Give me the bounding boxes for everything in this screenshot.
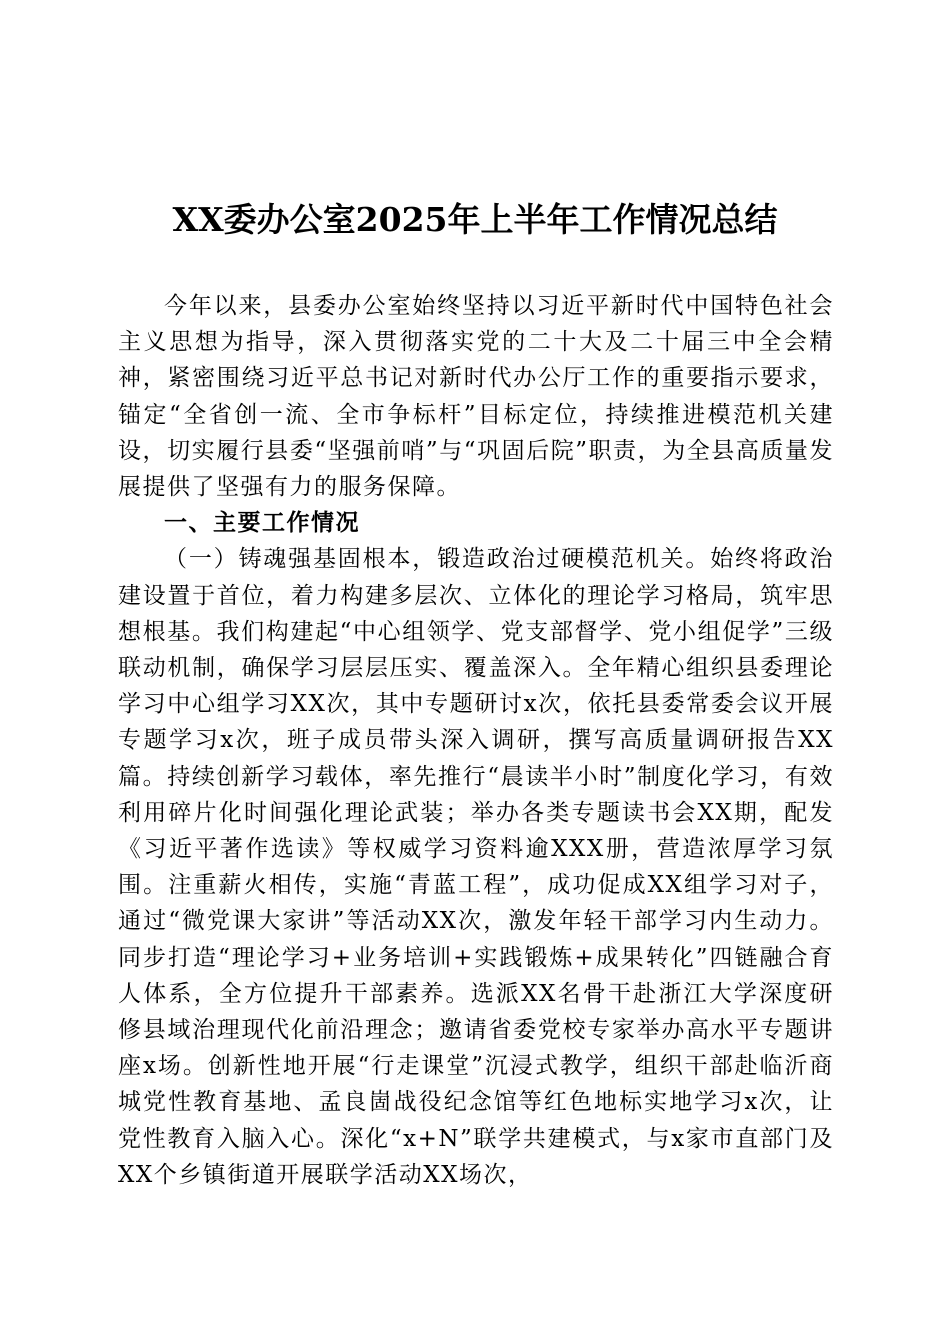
section-paragraph: （一）铸魂强基固根本，锻造政治过硬模范机关。始终将政治建设置于首位，着力构建多层次、立体化的理论学习格局，筑牢思想根基。我们构建起“中心组领学、党支部督学、党小组促学”三级联动机制，确保学习层层压实、覆盖深入。全年精心组织县委理论学习中心组学习XX次，其中专题研讨x次，依托县委常委会议开展专题学习x次，班子成员带头深入调研，撰写高质量调研报告XX篇。持续创新学习载体，率先推行“晨读半小时”制度化学习，有效利用碎片化时间强化理论武装；举办各类专题读书会XX期，配发《习近平著作选读》等权威学习资料逾XXX册，营造浓厚学习氛围。注重薪火相传，实施“青蓝工程”，成功促成XX组学习对子，通过“微党课大家讲”等活动XX次，激发年轻干部学习内生动力。同步打造“理论学习+业务培训+实践锻炼+成果转化”四链融合育人体系，全方位提升干部素养。选派XX名骨干赴浙江大学深度研修县域治理现代化前沿理念；邀请省委党校专家举办高水平专题讲座x场。创新性地开展“行走课堂”沉浸式教学，组织干部赴临沂商城党性教育基地、孟良崮战役纪念馆等红色地标实地学习x次，让党性教育入脑入心。深化“x+N”联学共建模式，与x家市直部门及XX个乡镇街道开展联学活动XX场次， [118, 546, 834, 1188]
section-heading: 一、主要工作情况 [164, 509, 360, 537]
document-title: XX委办公室2025年上半年工作情况总结 [172, 200, 778, 239]
intro-paragraph: 今年以来，县委办公室始终坚持以习近平新时代中国特色社会主义思想为指导，深入贯彻落实党的二十大及二十届三中全会精神，紧密围绕习近平总书记对新时代办公厅工作的重要指示要求，锚定“全省创一流、全市争标杆”目标定位，持续推进模范机关建设，切实履行县委“坚强前哨”与“巩固后院”职责，为全县高质量发展提供了坚强有力的服务保障。 [118, 293, 834, 501]
document-body [118, 288, 834, 1193]
